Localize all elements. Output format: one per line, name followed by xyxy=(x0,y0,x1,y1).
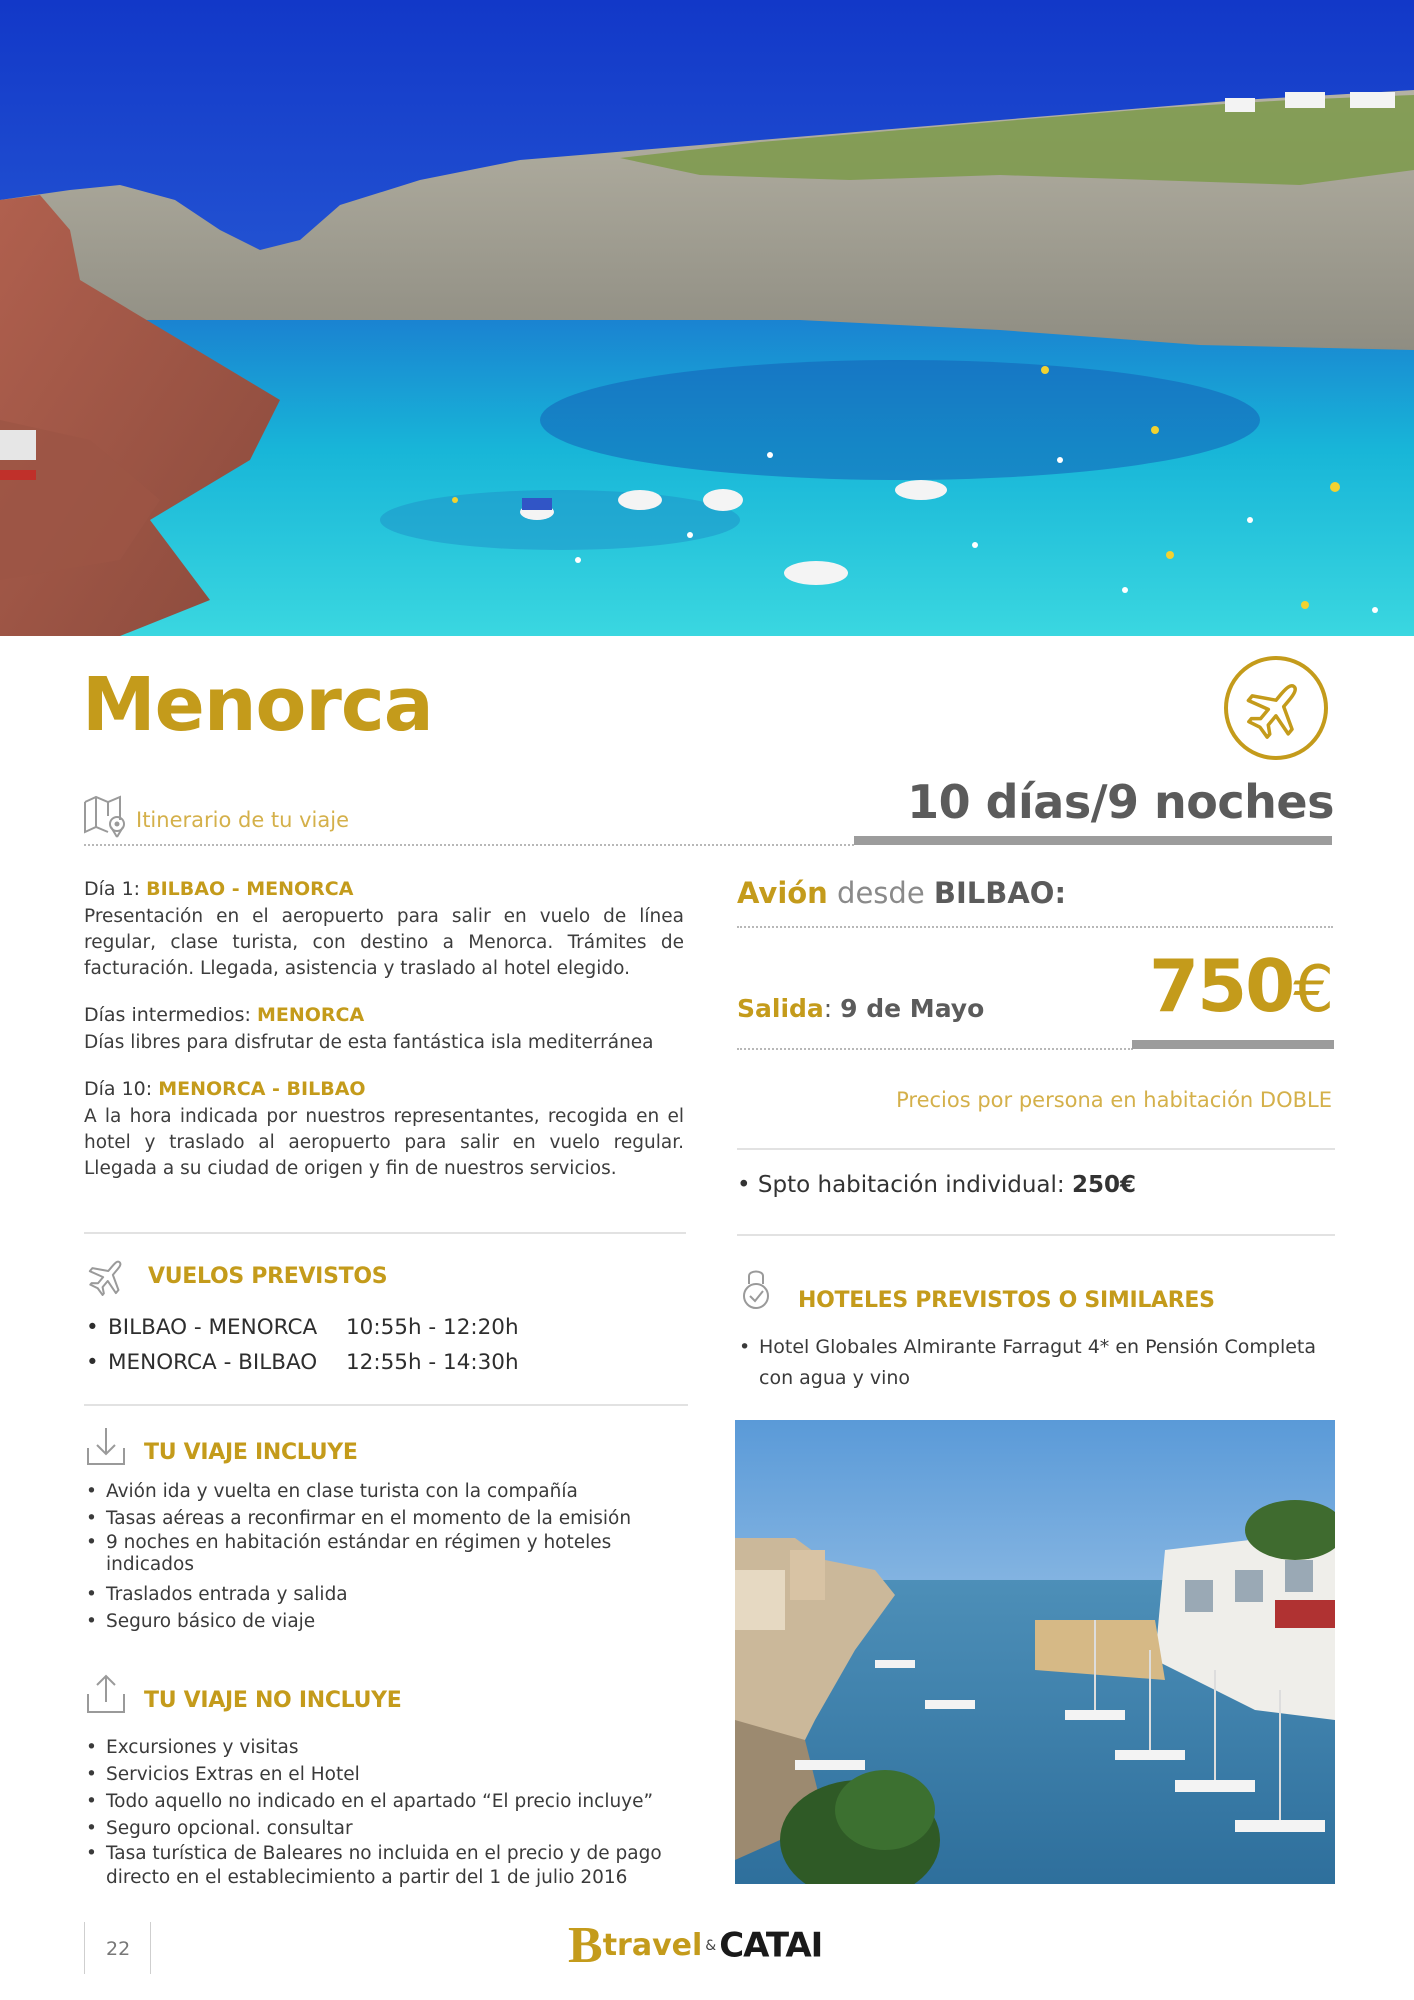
brand-logo xyxy=(568,1916,822,1976)
departure-label: Salida xyxy=(737,994,824,1023)
list-item: • Seguro básico de viaje xyxy=(84,1608,644,1635)
divider xyxy=(737,1148,1335,1150)
logo-travel: travel xyxy=(602,1928,703,1963)
divider xyxy=(737,1048,1133,1050)
flight-time: 10:55h - 12:20h xyxy=(346,1315,519,1340)
transport-label: Avión xyxy=(737,876,828,910)
departure-date xyxy=(737,994,984,1023)
day-description: Presentación en el aeropuerto para salir en vuelo de línea regular, clase turista, con destino a Menorca. Trámites de facturación. Llegada, asistencia y traslado al hotel elegido. xyxy=(84,906,684,979)
list-item: • Seguro opcional. consultar xyxy=(84,1815,674,1842)
logo-ampersand: & xyxy=(705,1937,717,1954)
list-item: • Traslados entrada y salida xyxy=(84,1581,644,1608)
day-place: MENORCA xyxy=(256,1004,365,1026)
page-number: 22 xyxy=(106,1938,131,1960)
list-item: • 9 noches en habitación estándar en régimen y hoteles indicados xyxy=(84,1532,644,1576)
divider xyxy=(737,926,1333,928)
list-item xyxy=(86,1310,686,1345)
offer-origin xyxy=(737,876,1066,910)
day-block xyxy=(84,1002,684,1056)
single-supplement: • Spto habitación individual: 250€ xyxy=(737,1172,1136,1198)
flight-route: MENORCA - BILBAO xyxy=(108,1350,318,1375)
flight-route: BILBAO - MENORCA xyxy=(108,1315,318,1340)
divider xyxy=(84,1404,688,1406)
divider xyxy=(737,1234,1335,1236)
price xyxy=(1149,944,1334,1028)
list-item: • Todo aquello no indicado en el apartado “El precio incluye” xyxy=(84,1788,674,1815)
logo-catai: CATAI xyxy=(719,1925,823,1966)
flights-list xyxy=(86,1310,686,1380)
day-label: Día 10: xyxy=(84,1078,159,1100)
day-label: Día 1: xyxy=(84,878,147,900)
includes-list xyxy=(84,1478,644,1635)
list-item: • Tasa turística de Baleares no incluida en el precio y de pago directo en el establecimiento a partir del 1 de julio 2016 xyxy=(84,1842,674,1890)
separator: : xyxy=(823,994,841,1023)
itinerary-label: Itinerario de tu viaje xyxy=(136,808,350,832)
supplement-value: 250€ xyxy=(1071,1172,1136,1198)
list-item: • Avión ida y vuelta en clase turista con la compañía xyxy=(84,1478,644,1505)
lock-check-icon xyxy=(736,1266,780,1310)
list-item xyxy=(86,1345,686,1380)
page-title: Menorca xyxy=(82,662,433,748)
day-description: A la hora indicada por nuestros representantes, recogida en el hotel y traslado al aeropuerto para salir en vuelo regular. Llegada a su ciudad de origen y fin de nuestros servicios. xyxy=(84,1106,684,1179)
day-place: BILBAO - MENORCA xyxy=(146,878,354,900)
divider xyxy=(150,1922,151,1974)
divider xyxy=(84,844,854,846)
currency: € xyxy=(1293,953,1334,1027)
supplement-label: Spto habitación individual: xyxy=(757,1172,1072,1198)
logo-b: B xyxy=(568,1917,603,1974)
hotels-list xyxy=(737,1332,1327,1394)
airplane-icon xyxy=(86,1254,130,1298)
departure-value: 9 de Mayo xyxy=(840,994,985,1023)
list-item: • Hotel Globales Almirante Farragut 4* en Pensión Completa con agua y vino xyxy=(737,1332,1327,1394)
desde-label: desde xyxy=(827,876,934,910)
price-note: Precios por persona en habitación DOBLE xyxy=(896,1088,1332,1112)
divider-bar xyxy=(1132,1040,1334,1049)
day-place: MENORCA - BILBAO xyxy=(158,1078,366,1100)
harbour-photo xyxy=(735,1420,1335,1884)
divider-bar xyxy=(854,836,1332,845)
airplane-icon xyxy=(1222,654,1330,762)
divider xyxy=(84,1922,85,1974)
day-block xyxy=(84,876,684,982)
itinerary-days xyxy=(84,876,684,1182)
day-label: Días intermedios: xyxy=(84,1004,257,1026)
excludes-heading: TU VIAJE NO INCLUYE xyxy=(144,1688,402,1713)
list-item: • Servicios Extras en el Hotel xyxy=(84,1761,674,1788)
divider xyxy=(84,1232,686,1234)
trip-duration: 10 días/9 noches xyxy=(907,775,1334,829)
day-description: Días libres para disfrutar de esta fantástica isla mediterránea xyxy=(84,1032,654,1053)
includes-heading: TU VIAJE INCLUYE xyxy=(144,1440,358,1465)
flights-heading: VUELOS PREVISTOS xyxy=(148,1264,388,1289)
flight-time: 12:55h - 14:30h xyxy=(346,1350,519,1375)
map-pin-icon xyxy=(82,792,128,838)
origin-city: BILBAO: xyxy=(933,876,1067,910)
hero-image-cala-menorca xyxy=(0,0,1414,636)
price-value: 750 xyxy=(1148,944,1294,1028)
hotels-heading: HOTELES PREVISTOS O SIMILARES xyxy=(798,1288,1215,1313)
list-item: • Excursiones y visitas xyxy=(84,1734,674,1761)
list-item: • Tasas aéreas a reconfirmar en el momento de la emisión xyxy=(84,1505,644,1532)
download-icon xyxy=(84,1424,128,1468)
day-block xyxy=(84,1076,684,1182)
excludes-list xyxy=(84,1734,674,1895)
upload-icon xyxy=(84,1672,128,1716)
